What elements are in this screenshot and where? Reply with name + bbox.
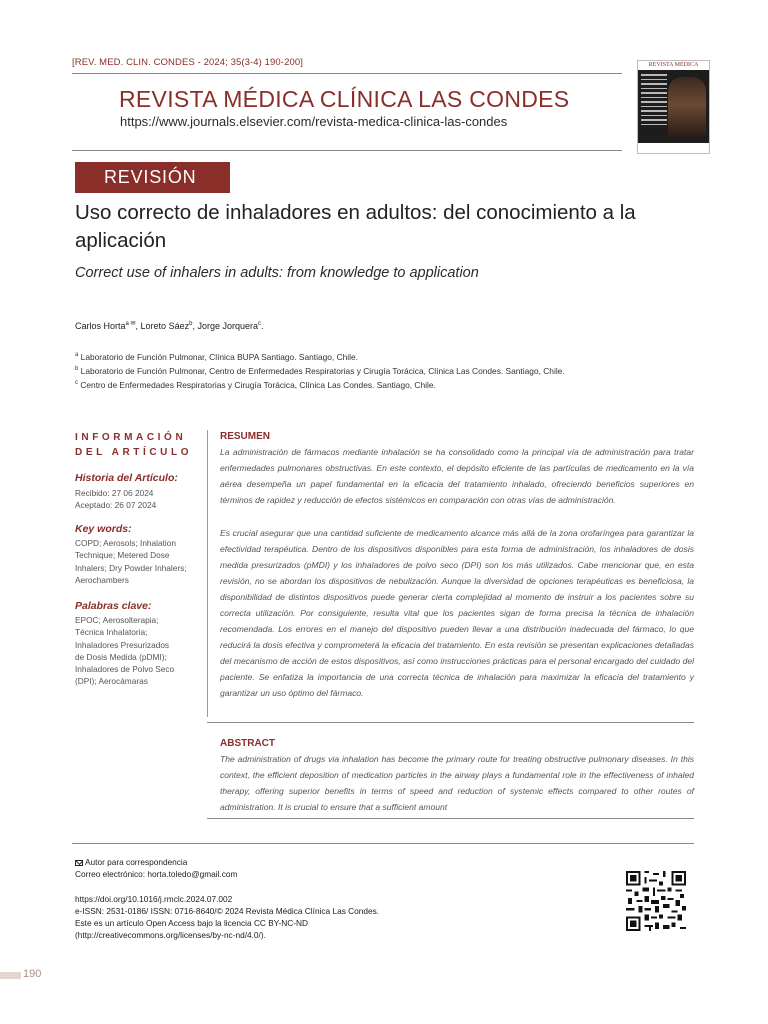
keywords-list: [75, 537, 187, 586]
palabras-clave-heading: Palabras clave:: [75, 600, 152, 612]
affiliation-c: [75, 380, 436, 390]
abstract-bottom-rule: [207, 818, 694, 819]
resumen-bottom-rule: [207, 722, 694, 723]
qr-code-icon[interactable]: [626, 871, 686, 931]
author-list-end: .: [260, 321, 264, 331]
column-divider: [207, 430, 208, 717]
affiliation-a: [75, 352, 358, 362]
cover-photo: [668, 77, 706, 137]
abstract-paragraph-1: The administration of drugs via inhalation has become the primary route for treating obstructive pulmonary diseases. In this context, the efficient deposition of medication particles in the airway plays a fundamental role in the effectiveness of inhaled therapy, offering superior benefits in terms of speed and reduction of systemic effects compared to other routes of administration. It is crucial to ensure that a sufficient amount: [220, 754, 694, 813]
article-info-heading-line1: INFORMACIÓN: [75, 432, 187, 443]
affiliation-b: [75, 366, 565, 376]
corresponding-author: [75, 857, 187, 868]
corresponding-email[interactable]: Correo electrónico: horta.toledo@gmail.com: [75, 869, 238, 879]
journal-citation: [REV. MED. CLIN. CONDES - 2024; 35(3-4) 190-200]: [72, 57, 303, 68]
cover-title: REVISTA MÉDICA: [638, 61, 709, 70]
palabras-line: Técnica Inhalatoria;: [75, 627, 148, 638]
affiliation-marker: c: [75, 380, 78, 387]
resumen-paragraph-1: La administración de fármacos mediante inhalación se ha consolidado como la principal vía de administración para tratar enfermedades pulmonares obstructivas. En este contexto, el depósito eficiente de las partículas de medicamento en la vía aérea desempeña un papel fundamental en la eficacia del tratamiento inhalado, ofreciendo beneficios superiores en términos de rapidez y reducción de efectos sistémicos en comparación con otras vías de administración.: [220, 447, 694, 506]
palabras-clave-list: [75, 614, 174, 688]
accepted-date: Aceptado: 26 07 2024: [75, 500, 157, 510]
affiliation-text: Centro de Enfermedades Respiratorias y Cirugía Torácica, Clínica Las Condes. Santiago, Chile.: [78, 380, 436, 390]
palabras-line: (DPI); Aerocámaras: [75, 676, 148, 687]
keywords-line: Technique; Metered Dose: [75, 550, 170, 561]
affiliation-marker: b: [75, 366, 79, 373]
header-bottom-rule: [72, 150, 622, 151]
author-marker: c: [257, 321, 261, 327]
author-name[interactable]: Carlos Horta: [75, 321, 126, 331]
affiliation-marker: a: [75, 352, 79, 359]
palabras-line: Inhaladores de Polvo Seco: [75, 664, 175, 675]
author-name[interactable]: , Loreto Sáez: [135, 321, 190, 331]
license-line-1: Este es un artículo Open Access bajo la licencia CC BY-NC-ND: [75, 918, 309, 928]
abstract-heading: ABSTRACT: [220, 738, 275, 749]
resumen-paragraph-2: Es crucial asegurar que una cantidad suficiente de medicamento alcance más allá de la zona orofaríngea para garantizar la efectividad terapéutica. Dentro de los dispositivos disponibles para esta forma de administración, los inhaladores de dosis medida presurizados (pMDI) y los inhaladores de polvo seco (DPI) son los más utilizados. Cabe mencionar que, en esta revisión, no se abordan los dispositivos de nebulización. Aunque la diversidad de opciones terapéuticas es beneficiosa, la disponibilidad de distintos dispositivos puede generar cierta complejidad al momento de instruir a los pacientes sobre su correcta utilización. Por consiguiente, resulta vital que los pacientes sigan de forma precisa la técnica de inhalación recomendada. Los errores en el manejo del dispositivo pueden llevar a una distribución inadecuada del fármaco, lo que reducirá la dosis efectiva y comprometerá la eficacia del tratamiento. En esta revisión se presentan explicaciones detalladas del mecanismo de acción de estos dispositivos, así como instrucciones prácticas para el personal encargado del cuidado del paciente. Se enfatiza la importancia de una correcta técnica de inhalación para maximizar la eficacia del tratamiento y garantizar un uso óptimo del fármaco.: [220, 528, 694, 699]
envelope-icon: [75, 860, 83, 866]
author-marker: a ✉: [125, 321, 136, 327]
article-subtitle: Correct use of inhalers in adults: from knowledge to application: [75, 265, 479, 281]
author-marker: b: [189, 321, 193, 327]
keywords-line: COPD; Aerosols; Inhalation: [75, 538, 176, 548]
journal-cover-thumbnail: [637, 60, 710, 154]
article-title: Uso correcto de inhaladores en adultos: del conocimiento a la aplicación: [75, 201, 636, 252]
author-name[interactable]: , Jorge Jorquera: [192, 321, 258, 331]
palabras-line: EPOC; Aerosolterapia;: [75, 615, 159, 625]
footer-rule: [72, 843, 694, 844]
affiliation-text: Laboratorio de Función Pulmonar, Clínica BUPA Santiago. Santiago, Chile.: [78, 352, 358, 362]
resumen-heading: RESUMEN: [220, 431, 271, 442]
cover-footer: [638, 143, 709, 153]
article-info-heading-line2: DEL ARTÍCULO: [75, 447, 193, 458]
issn-line: e-ISSN: 2531-0186/ ISSN: 0716-8640/© 2024 Revista Médica Clínica Las Condes.: [75, 906, 380, 916]
keywords-heading: Key words:: [75, 523, 132, 535]
article-info-heading: [75, 430, 192, 460]
author-list: [75, 320, 264, 331]
journal-name: REVISTA MÉDICA CLÍNICA LAS CONDES: [119, 86, 570, 112]
license-line-2[interactable]: (http://creativecommons.org/licenses/by-nc-nd/4.0/).: [75, 930, 266, 940]
keywords-line: Inhalers; Dry Powder Inhalers;: [75, 562, 187, 573]
header-top-rule: [72, 73, 622, 74]
journal-url-link[interactable]: https://www.journals.elsevier.com/revista-medica-clinica-las-condes: [120, 114, 508, 129]
received-date: Recibido: 27 06 2024: [75, 488, 154, 498]
affiliation-text: Laboratorio de Función Pulmonar, Centro de Enfermedades Respiratorias y Cirugía Torácica, Clínica Las Condes. Santiago, Chile.: [78, 366, 565, 376]
history-heading: Historia del Artículo:: [75, 472, 178, 484]
palabras-line: de Dosis Medida (pDMI);: [75, 651, 167, 662]
page-number-bar: [0, 972, 21, 979]
section-badge: REVISIÓN: [75, 162, 230, 193]
keywords-line: Aerochambers: [75, 574, 129, 585]
page-number: 190: [23, 968, 42, 980]
palabras-line: Inhaladores Presurizados: [75, 639, 170, 650]
cover-text-lines: [641, 74, 667, 128]
corresponding-label: Autor para correspondencia: [85, 857, 188, 867]
doi-link[interactable]: https://doi.org/10.1016/j.rmclc.2024.07.002: [75, 894, 233, 904]
